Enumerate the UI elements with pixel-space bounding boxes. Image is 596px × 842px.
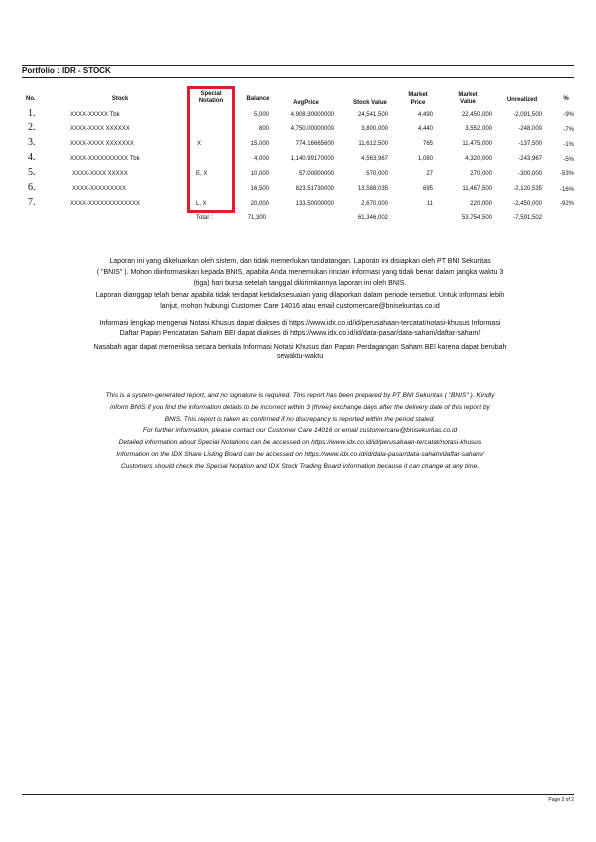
row-balance: 5,000 <box>253 112 269 118</box>
row-avg-price: 1,140.99170000 <box>290 156 334 162</box>
row-avg-price: 4,750.00000000 <box>290 126 334 132</box>
disclaimer-en-line: Information on the IDX Share Listing Board can be accessed on https://www.idx.co.id/id/data-pasar/data-saham/daftar-saham/ <box>116 451 484 458</box>
row-stock: XXXX-XXXXXXXXXX Tbk <box>70 156 140 162</box>
row-market-value: 22,450,000 <box>461 112 492 118</box>
row-balance: 800 <box>258 126 269 132</box>
top-divider <box>22 65 574 66</box>
disclaimer-id-line: Nasabah agar dapat memeriksa secara berkala Informasi Notasi Khusus dan Papan Perdagangan Saham BEI karena dapat berubah <box>93 344 507 351</box>
row-stock: XXXX-XXXX XXXXX <box>72 171 128 177</box>
row-notation: E, X <box>196 171 208 177</box>
disclaimer-en-line: Customers should check the Special Notation and IDX Stock Trading Board information because it can change at any time. <box>120 463 480 470</box>
header-special-notation-1: Special <box>200 91 222 97</box>
header-market-value-2: Value <box>460 99 476 105</box>
row-stock: XXXX-XXXX XXXXXXX <box>70 141 134 147</box>
row-unrealized: -2,450,000 <box>513 201 542 207</box>
title-divider <box>22 77 574 78</box>
row-market-price: 4,490 <box>417 112 433 118</box>
row-market-price: 4,440 <box>417 126 433 132</box>
disclaimer-id-line: ( "BNIS" ). Mohon diinformasikan kepada BNIS, apabila Anda menemukan rincian informasi yang tidak benar dalam jangka waktu 3 <box>96 269 504 276</box>
row-no: 5. <box>28 167 36 178</box>
row-market-price: 765 <box>422 141 433 147</box>
row-stock-value: 3,800,000 <box>361 126 388 132</box>
row-market-value: 4,320,000 <box>465 156 492 162</box>
row-market-price: 1,080 <box>417 156 433 162</box>
row-percent: -9% <box>563 112 574 118</box>
row-stock: XXXX-XXXXXXXXX <box>72 186 127 192</box>
row-no: 3. <box>28 137 36 148</box>
row-balance: 10,000 <box>250 171 269 177</box>
total-stock-value: 61,346,002 <box>357 215 388 221</box>
row-unrealized: -2,091,500 <box>513 112 542 118</box>
row-unrealized: -243,967 <box>518 156 542 162</box>
row-avg-price: 774.16665600 <box>295 141 334 147</box>
row-no: 6. <box>28 182 36 193</box>
total-unrealized: -7,591,502 <box>513 215 542 221</box>
header-market-value-1: Market <box>458 92 478 98</box>
row-market-value: 11,467,500 <box>462 186 492 192</box>
row-avg-price: 133.50000000 <box>295 201 334 207</box>
row-stock-value: 2,670,000 <box>361 201 388 207</box>
row-stock: XXXX-XXXXX Tbk <box>70 112 120 118</box>
row-no: 7. <box>28 197 36 208</box>
row-percent: -16% <box>559 187 574 193</box>
row-stock-value: 4,563,967 <box>361 156 388 162</box>
total-balance: 71,300 <box>247 215 266 221</box>
row-stock-value: 13,588,035 <box>357 186 388 192</box>
total-label: Total : <box>196 215 213 221</box>
disclaimer-en-line: This is a system-generated report, and no signature is required. This report has been prepared by PT BNI Sekuritas ( "BNIS" ). Kindly <box>105 392 495 399</box>
footer-divider <box>22 794 574 795</box>
row-percent: -53% <box>559 171 574 177</box>
row-no: 4. <box>28 152 36 163</box>
row-stock-value: 11,612,500 <box>358 141 388 147</box>
row-notation: X <box>197 141 202 147</box>
disclaimer-id-line: sewaktu-waktu <box>276 353 324 360</box>
row-percent: -1% <box>563 142 574 148</box>
row-market-value: 11,475,000 <box>462 141 492 147</box>
row-stock: XXXX-XXXX XXXXXX <box>70 126 130 132</box>
disclaimer-id-line: lanjut, mohon hubungi Customer Care 14016 atau email customercare@bnisekuritas.co.id <box>160 303 440 310</box>
row-market-price: 695 <box>422 186 433 192</box>
row-avg-price: 57.00000000 <box>298 171 334 177</box>
row-unrealized: -248,000 <box>518 126 542 132</box>
row-notation: L, X <box>196 201 207 207</box>
total-market-value: 53,754,500 <box>461 215 492 221</box>
disclaimer-id-line: Laporan dianggap telah benar apabila tidak terdapat ketidaksesuaian yang dilaporkan dalam periode tersebut. Untuk informasi lebih <box>95 292 505 299</box>
header-stock: Stock <box>111 96 129 102</box>
header-no: No. <box>26 96 36 102</box>
disclaimer-en-line: inform BNIS if you find the information details to be incorrect within 3 (three) exchange days after the delivery date of this report by <box>110 404 490 411</box>
header-balance: Balance <box>246 96 270 102</box>
special-notation-highlight-box <box>187 86 235 213</box>
row-market-value: 3,552,000 <box>465 126 492 132</box>
row-unrealized: -2,120,535 <box>513 186 542 192</box>
row-unrealized: -137,500 <box>518 141 542 147</box>
header-percent: % <box>563 96 569 102</box>
row-market-value: 270,000 <box>470 171 492 177</box>
disclaimer-id-line: (tiga) hari bursa setelah tanggal dikirimkannya laporan ini oleh BNIS. <box>193 280 407 287</box>
row-percent: -7% <box>563 127 574 133</box>
row-market-value: 220,000 <box>470 201 492 207</box>
disclaimer-id-line: Informasi lengkap mengenai Notasi Khusus dapat diakses di https://www.idx.co.id/id/perusahaan-tercatat/notasi-khusus Informasi <box>99 320 501 327</box>
disclaimer-id-line: Daftar Papan Pencatatan Saham BEI dapat diakses di https://www.idx.co.id/id/data-pasar/data-saham/daftar-saham/ <box>119 330 481 337</box>
row-unrealized: -300,000 <box>518 171 542 177</box>
row-balance: 20,000 <box>250 201 269 207</box>
header-market-price-2: Price <box>410 100 426 106</box>
row-avg-price: 823.51730000 <box>295 186 334 192</box>
row-avg-price: 4,908.30000000 <box>290 112 334 118</box>
disclaimer-en-line: For further information, please contact our Customer Care 14016 or email customercare@bnisekuritas.co.id <box>142 427 458 434</box>
header-stock-value: Stock Value <box>353 100 387 106</box>
disclaimer-id-line: Laporan ini yang dikeluarkan oleh sistem, dan tidak memerlukan tandatangan. Laporan ini disiapkan oleh PT BNI Sekuritas <box>109 258 491 265</box>
portfolio-title: Portfolio : IDR - STOCK <box>22 66 111 75</box>
row-balance: 15,000 <box>250 141 269 147</box>
page-number: Page 2 of 2 <box>548 797 574 803</box>
row-no: 1. <box>28 108 36 119</box>
disclaimer-en-line: Detailed information about Special Notations can be accessed on https://www.idx.co.id/id/perusahaan-tercatat/notasi-khusus <box>118 439 482 446</box>
disclaimer-en-line: BNIS. This report is taken as confirmed if no discrepancy is reported within the period stated. <box>164 416 436 423</box>
header-avg-price: AvgPrice <box>293 100 319 106</box>
header-special-notation-2: Notation <box>198 98 224 104</box>
row-market-price: 27 <box>426 171 433 177</box>
row-stock-value: 24,541,500 <box>357 112 388 118</box>
row-balance: 16,500 <box>250 186 269 192</box>
row-market-price: 11 <box>426 201 433 207</box>
row-percent: -5% <box>563 157 574 163</box>
header-unrealized: Unrealized <box>506 97 538 103</box>
row-balance: 4,000 <box>253 156 269 162</box>
row-stock: XXXX-XXXXXXXXXXXXX <box>70 201 141 207</box>
row-stock-value: 570,000 <box>366 171 388 177</box>
header-market-price-1: Market <box>408 92 428 98</box>
row-percent: -92% <box>559 201 574 207</box>
row-no: 2. <box>28 122 36 133</box>
